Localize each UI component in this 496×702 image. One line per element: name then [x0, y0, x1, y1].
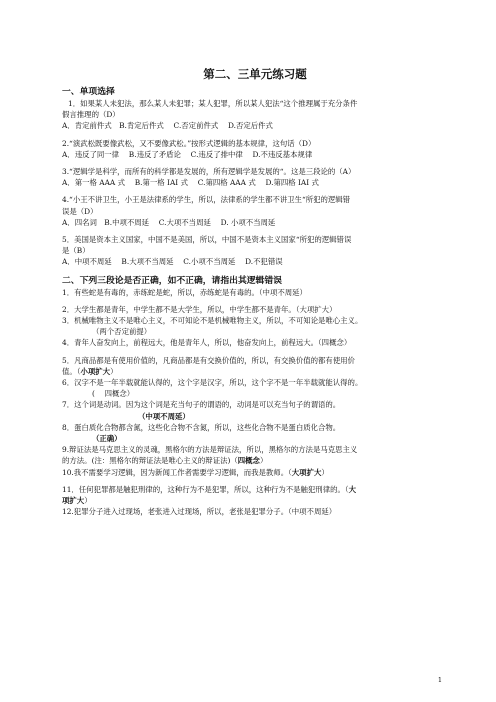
- question-5-text-cont: 是（B）: [62, 246, 90, 256]
- question-4-options: A．四名词 B.中项不周延 C.大项不当周延 D. 小项不当周延: [62, 217, 276, 227]
- question-4-text: 4.“小王不讲卫生，小王是法律系的学生，所以，法律系的学生都不讲卫生“所犯的逻辑错: [62, 195, 351, 205]
- item-11-cont: 项扩大）: [62, 496, 92, 506]
- item-11-answer: 项扩大: [62, 496, 85, 506]
- item-5: 5．凡商品都是有使用价值的，凡商品都是有交换价值的，所以，有交换价值的都有使用价: [62, 355, 355, 365]
- question-3-options: A．第一格 AAA 式 B.第一格 IAI 式 C.第四格 AAA 式 D.第四格 IAI 式: [62, 178, 319, 188]
- item-9-answer: 四概念: [237, 456, 260, 466]
- page-number: 1: [437, 676, 442, 684]
- section-heading-choice: 一、单项选择: [62, 87, 115, 97]
- item-10: 10.我不需要学习逻辑，因为新闻工作者需要学习逻辑，而我是教师。（大项扩大）: [62, 467, 329, 477]
- item-8-answer: （正确）: [92, 434, 122, 444]
- question-2-options: A．违反了同一律 B.违反了矛盾论 C.违反了排中律 D.不违反基本规律: [62, 149, 313, 159]
- question-5-text: 5．美国是资本主义国家，中国不是美国，所以，中国不是资本主义国家“所犯的逻辑错误: [62, 235, 352, 245]
- item-8: 8．蛋白质化合物都含氮，这些化合物不含氮，所以，这些化合物不是蛋白质化合物。: [62, 422, 341, 432]
- item-9-cont: 的方法。(注：黑格尔的辩证法是唯心主义的辩证法)（四概念）: [62, 456, 268, 466]
- item-5-cont: 值。（小项扩大）: [62, 366, 118, 376]
- item-5-answer: 小项扩大: [80, 366, 111, 376]
- item-7: 7．这个词是动词。因为这个词是充当句子的谓语的，动词是可以充当句子的谓语的。: [62, 400, 341, 410]
- item-3-answer: （两个否定前提）: [92, 327, 152, 337]
- question-3-text: 3.“逻辑学是科学，而所有的科学都是发展的，所有逻辑学是发展的“。这是三段论的（A）: [62, 167, 356, 177]
- item-10-answer: 大项扩大: [291, 467, 322, 477]
- question-1-text-cont: 假言推理的（D）: [62, 110, 120, 120]
- item-11: 11．任何犯罪都是触犯刑律的，这种行为不是犯罪，所以，这种行为不是触犯刑律的。（大: [62, 484, 356, 494]
- question-5-options: A．中项不周延 B.大项不当周延 C.小项不当周延 D.不犯错误: [62, 257, 283, 267]
- item-4: 4．青年人奋发向上，前程远大，他是青年人，所以，他奋发向上，前程远大。（四概念）: [62, 338, 352, 348]
- question-1-text: 1．如果某人未犯法，那么某人未犯罪；某人犯罪，所以某人犯法“这个推理属于充分条件: [68, 99, 358, 108]
- item-6: 6．汉字不是一年半载就能认得的，这个字是汉字，所以，这个字不是一年半载就能认得的。: [62, 378, 363, 388]
- item-9: 9.辩证法是马克思主义的灵魂，黑格尔的方法是辩证法，所以，黑格尔的方法是马克思主义: [62, 445, 358, 455]
- question-2-text: 2.“演武松既要像武松，又不要像武松。”按形式逻辑的基本规律，这句话（D）: [62, 138, 316, 148]
- question-4-text-cont: 误是（D）: [62, 206, 98, 216]
- item-3: 3．机械唯物主义不是唯心主义，不可知论不是机械唯物主义，所以，不可知论是唯心主义。: [62, 316, 363, 326]
- item-7-answer: （中项不周延）: [138, 411, 190, 421]
- section-heading-syllogism: 二、下列三段论是否正确，如不正确，请指出其逻辑错误: [62, 275, 282, 286]
- item-2: 2．大学生都是青年，中学生都不是大学生，所以，中学生都不是青年。（大项扩大）: [62, 304, 337, 314]
- item-1: 1．有些蛇是有毒的，赤练蛇是蛇，所以，赤练蛇是有毒的。（中项不周延）: [62, 287, 307, 297]
- item-6-answer: ( 四概念）: [92, 389, 135, 399]
- page-title: 第二、三单元练习题: [203, 67, 307, 81]
- item-12: 12.犯罪分子进入过现场，老张进入过现场，所以，老张是犯罪分子。（中项不周延）: [62, 507, 337, 517]
- question-1-options: A．肯定前件式 B.肯定后件式 C.否定前件式 D.否定后件式: [62, 121, 273, 131]
